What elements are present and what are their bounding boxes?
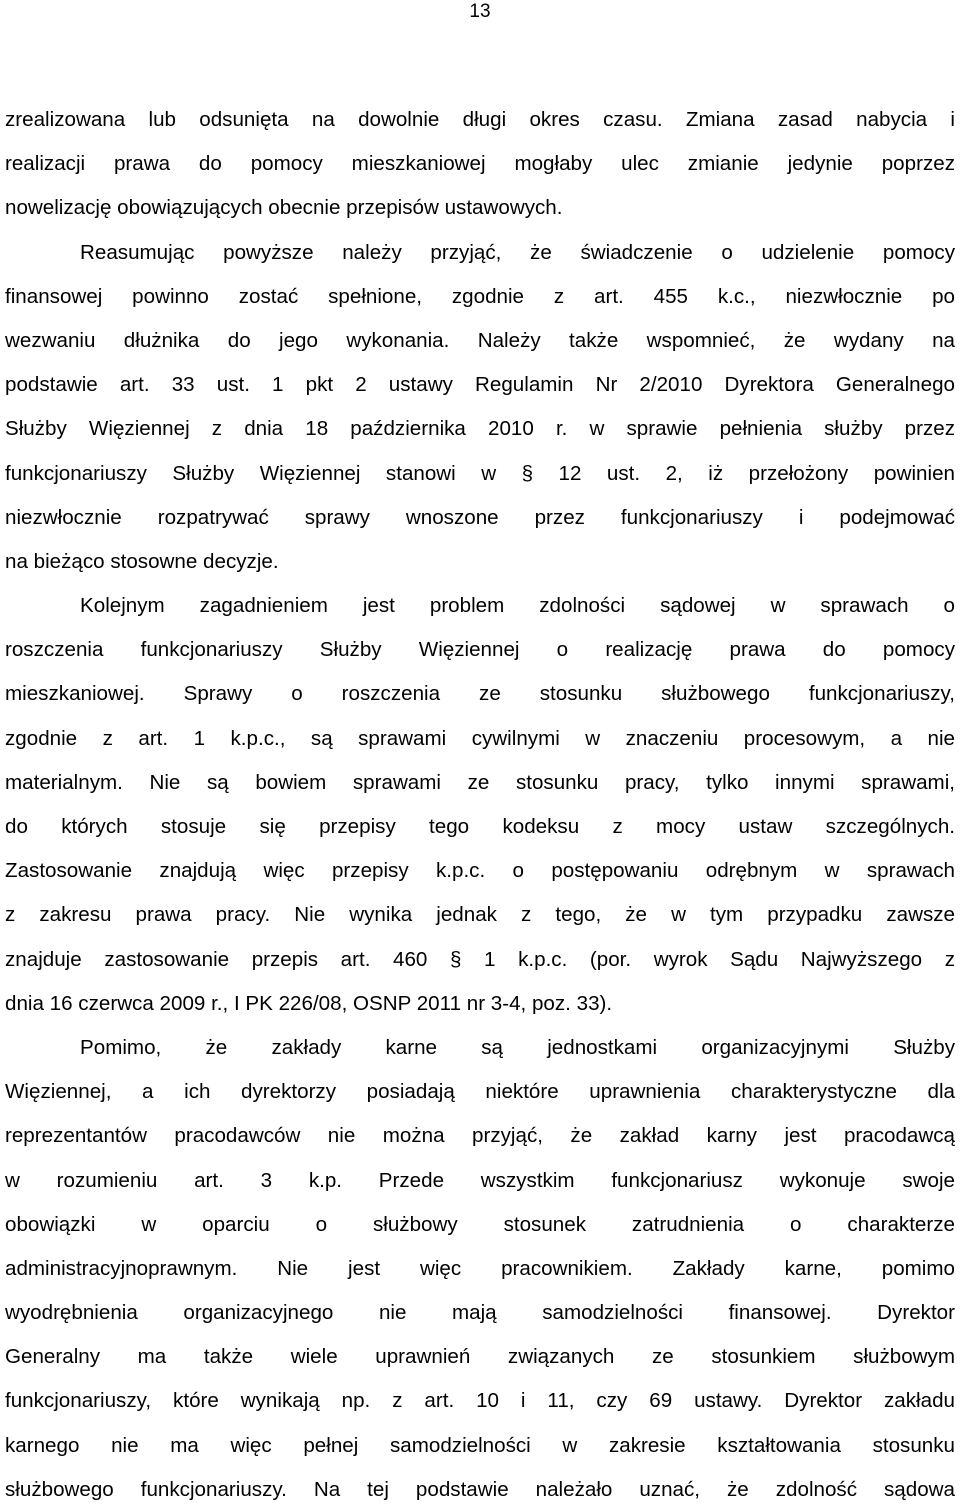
text-line: karnego nie ma więc pełnej samodzielności w zakresie kształtowania stosunku xyxy=(5,1433,955,1457)
text-line: nowelizację obowiązujących obecnie przepisów ustawowych. xyxy=(5,196,563,220)
text-line: służbowego funkcjonariuszy. Na tej podstawie należało uznać, że zdolność sądowa xyxy=(5,1477,955,1501)
paragraph-first-line: Pomimo, że zakłady karne są jednostkami organizacyjnymi Służby xyxy=(80,1035,955,1059)
text-line: roszczenia funkcjonariuszy Służby Więziennej o realizację prawa do pomocy xyxy=(5,638,955,662)
text-line: zrealizowana lub odsunięta na dowolnie długi okres czasu. Zmiana zasad nabycia i xyxy=(5,108,955,131)
text-line: wyodrębnienia organizacyjnego nie mają samodzielności finansowej. Dyrektor xyxy=(5,1301,955,1325)
text-line: podstawie art. 33 ust. 1 pkt 2 ustawy Regulamin Nr 2/2010 Dyrektora Generalnego xyxy=(5,373,955,397)
text-line: niezwłocznie rozpatrywać sprawy wnoszone przez funkcjonariuszy i podejmować xyxy=(5,505,955,529)
text-line: do których stosuje się przepisy tego kodeksu z mocy ustaw szczególnych. xyxy=(5,815,955,838)
text-line: wezwaniu dłużnika do jego wykonania. Należy także wspomnieć, że wydany na xyxy=(5,328,955,352)
text-line: reprezentantów pracodawców nie można przyjąć, że zakład karny jest pracodawcą xyxy=(5,1124,955,1148)
paragraph-first-line: Reasumując powyższe należy przyjąć, że świadczenie o udzielenie pomocy xyxy=(80,240,955,264)
text-line: dnia 16 czerwca 2009 r., I PK 226/08, OSNP 2011 nr 3-4, poz. 33). xyxy=(5,991,613,1015)
text-line: zgodnie z art. 1 k.p.c., są sprawami cywilnymi w znaczeniu procesowym, a nie xyxy=(5,726,955,750)
text-line: z zakresu prawa pracy. Nie wynika jednak z tego, że w tym przypadku zawsze xyxy=(5,903,955,927)
text-line: Służby Więziennej z dnia 18 października 2010 r. w sprawie pełnienia służby przez xyxy=(5,417,955,441)
text-line: w rozumieniu art. 3 k.p. Przede wszystkim funkcjonariusz wykonuje swoje xyxy=(5,1168,955,1192)
text-line: Zastosowanie znajdują więc przepisy k.p.c. o postępowaniu odrębnym w sprawach xyxy=(5,859,955,883)
text-line: znajduje zastosowanie przepis art. 460 § 1 k.p.c. (por. wyrok Sądu Najwyższego z xyxy=(5,947,955,971)
page-number: 13 xyxy=(469,1,491,22)
text-line: funkcjonariuszy Służby Więziennej stanowi w § 12 ust. 2, iż przełożony powinien xyxy=(5,461,955,485)
text-line: Generalny ma także wiele uprawnień związanych ze stosunkiem służbowym xyxy=(5,1345,955,1369)
text-line: finansowej powinno zostać spełnione, zgodnie z art. 455 k.c., niezwłocznie po xyxy=(5,284,955,308)
text-line: na bieżąco stosowne decyzje. xyxy=(5,549,279,573)
text-line: materialnym. Nie są bowiem sprawami ze stosunku pracy, tylko innymi sprawami, xyxy=(5,770,955,794)
text-line: administracyjnoprawnym. Nie jest więc pracownikiem. Zakłady karne, pomimo xyxy=(5,1256,955,1280)
text-line: realizacji prawa do pomocy mieszkaniowej mogłaby ulec zmianie jedynie poprzez xyxy=(5,152,955,176)
text-line: mieszkaniowej. Sprawy o roszczenia ze stosunku służbowego funkcjonariuszy, xyxy=(5,682,955,706)
text-line: funkcjonariuszy, które wynikają np. z art. 10 i 11, czy 69 ustawy. Dyrektor zakładu xyxy=(5,1389,955,1413)
body-text xyxy=(5,98,955,1512)
paragraph-first-line: Kolejnym zagadnieniem jest problem zdolności sądowej w sprawach o xyxy=(80,594,955,618)
text-line: obowiązki w oparciu o służbowy stosunek zatrudnienia o charakterze xyxy=(5,1212,955,1236)
text-line: Więziennej, a ich dyrektorzy posiadają niektóre uprawnienia charakterystyczne dla xyxy=(5,1080,955,1104)
